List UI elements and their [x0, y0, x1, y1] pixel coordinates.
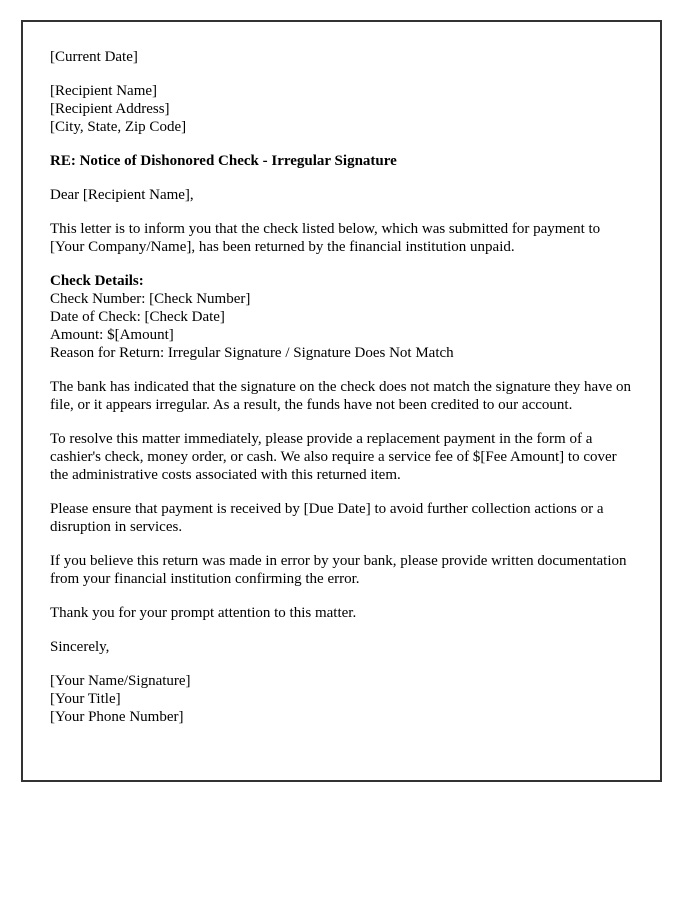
recipient-name: [Recipient Name]: [50, 83, 158, 99]
recipient-address: [Recipient Address]: [50, 101, 170, 117]
signature-phone: [Your Phone Number]: [50, 709, 184, 725]
signature-name: [Your Name/Signature]: [50, 673, 191, 689]
deadline-paragraph: Please ensure that payment is received by [Due Date] to avoid further collection actions or a disruption in services.: [50, 501, 604, 535]
check-reason-line: Reason for Return: Irregular Signature / Signature Does Not Match: [50, 345, 454, 361]
signature-title: [Your Title]: [50, 691, 121, 707]
salutation: Dear [Recipient Name],: [50, 187, 194, 203]
check-number-line: Check Number: [Check Number]: [50, 291, 251, 307]
closing: Sincerely,: [50, 639, 110, 655]
date-line: [Current Date]: [50, 49, 138, 65]
check-details-block: [50, 272, 636, 362]
recipient-block: [50, 82, 636, 136]
check-date-line: Date of Check: [Check Date]: [50, 309, 225, 325]
bank-paragraph: The bank has indicated that the signature on the check does not match the signature they have on file, or it appears irregular. As a result, the funds have not been credited to our account.: [50, 379, 632, 413]
thanks-paragraph: Thank you for your prompt attention to this matter.: [50, 605, 357, 621]
signature-block: [50, 672, 636, 726]
intro-paragraph: This letter is to inform you that the check listed below, which was submitted for payment to [Your Company/Name], has been returned by the financial institution unpaid.: [50, 221, 601, 255]
check-details-heading: Check Details:: [50, 273, 144, 289]
recipient-city-state-zip: [City, State, Zip Code]: [50, 119, 187, 135]
check-amount-line: Amount: $[Amount]: [50, 327, 174, 343]
letter-content: [50, 48, 636, 726]
letter-page: [21, 20, 662, 782]
error-paragraph: If you believe this return was made in error by your bank, please provide written documentation from your financial institution confirming the error.: [50, 553, 627, 587]
subject-line: RE: Notice of Dishonored Check - Irregular Signature: [50, 153, 397, 169]
resolution-paragraph: To resolve this matter immediately, please provide a replacement payment in the form of a cashier's check, money order, or cash. We also require a service fee of $[Fee Amount] to cover the administrative costs associated with this returned item.: [50, 431, 617, 483]
